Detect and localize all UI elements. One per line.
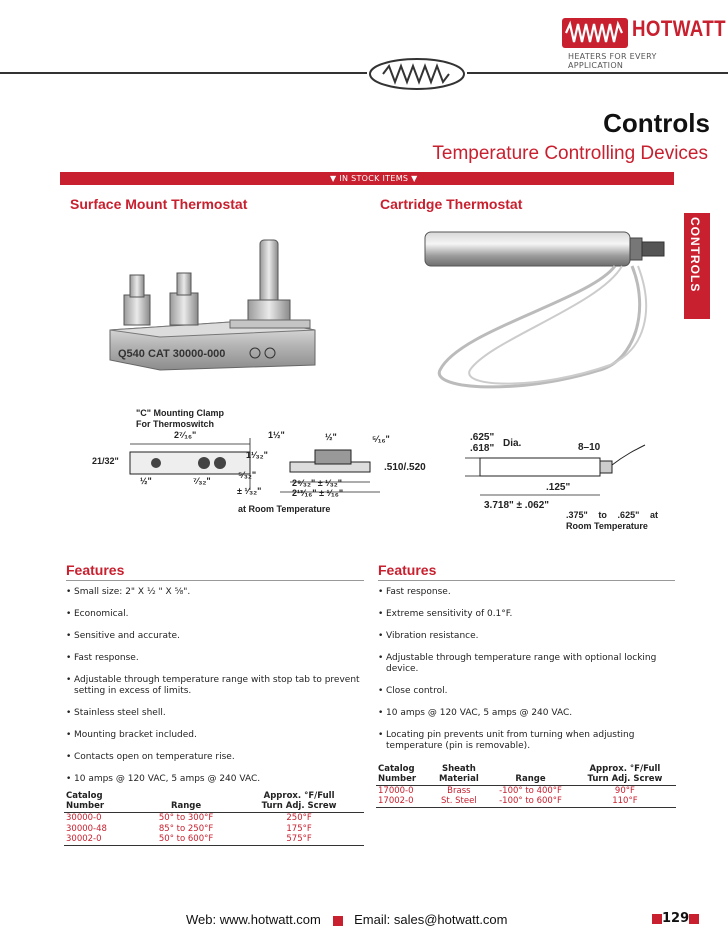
- table-row: 30000-0 50° to 300°F 250°F: [66, 812, 312, 823]
- side-tab-controls: [684, 213, 710, 319]
- list-item: • Fast response.: [66, 653, 364, 664]
- square-bullet-icon: [333, 916, 343, 926]
- table-row: Number Range Turn Adj. Screw: [64, 801, 364, 812]
- surface-features-rule: [66, 580, 364, 581]
- dim-d8: ½": [140, 476, 152, 486]
- dim-d3: ½": [325, 432, 337, 442]
- list-item: • Close control.: [378, 686, 675, 697]
- dim-d1: 2⁷⁄₁₆": [174, 430, 197, 440]
- dim-d10: ± ¹⁄₃₂": [237, 486, 262, 496]
- list-item: • Vibration resistance.: [378, 631, 675, 642]
- footer-email-link[interactable]: Email: sales@hotwatt.com: [354, 912, 508, 927]
- list-item: • Mounting bracket included.: [66, 730, 364, 741]
- surface-catalog-table: [64, 790, 364, 846]
- list-item: • Economical.: [66, 609, 364, 620]
- list-item: • Small size: 2" X ½ " X ⅝".: [66, 587, 364, 598]
- table-row: Catalog Approx. °F/Full: [66, 790, 335, 801]
- square-bullet-icon: [652, 914, 662, 924]
- list-item: • Extreme sensitivity of 0.1°F.: [378, 609, 675, 620]
- cart-dim-lead: 8–10: [578, 442, 601, 453]
- list-item: • Locating pin prevents unit from turning when adjusting temperature (pin is removable).: [378, 730, 675, 752]
- dim-d4: ⁵⁄₁₆": [372, 434, 390, 444]
- stock-banner-text: ▼ IN STOCK ITEMS ▼: [330, 174, 418, 183]
- cartridge-thermostat-photo: [400, 220, 675, 400]
- surface-caption: at Room Temperature: [238, 504, 331, 514]
- dim-d12: 2¹³⁄₁₆" ± ¹⁄₁₆": [292, 488, 344, 498]
- side-tab-label: CONTROLS: [688, 217, 702, 293]
- footer: [186, 912, 507, 927]
- cart-dim-length: 3.718" ± .062": [484, 500, 550, 511]
- list-item: • Contacts open on temperature rise.: [66, 752, 364, 763]
- list-item: • 10 amps @ 120 VAC, 5 amps @ 240 VAC.: [66, 774, 364, 785]
- dim-d13: .510/.520: [384, 462, 426, 473]
- dim-d9: ⁷⁄₃₂": [193, 476, 211, 486]
- clamp-label-2: For Thermoswitch: [136, 419, 215, 429]
- surface-features-list: [66, 587, 364, 796]
- list-item: • Adjustable through temperature range with optional locking device.: [378, 653, 675, 675]
- dim-d5: 21/32": [92, 456, 119, 466]
- cartridge-caption: .375" to .625" at Room Temperature: [566, 510, 658, 531]
- list-item: • Stainless steel shell.: [66, 708, 364, 719]
- square-bullet-icon: [689, 914, 699, 924]
- logo-badge: [562, 18, 628, 48]
- page-subtitle: Temperature Controlling Devices: [432, 143, 708, 164]
- brand-name: HOTWATT: [632, 16, 727, 41]
- brand-logo: [562, 16, 727, 70]
- cartridge-catalog-table: [376, 763, 676, 808]
- stock-banner: [60, 172, 674, 185]
- cartridge-features-heading: Features: [378, 562, 437, 578]
- coil-emblem: [367, 56, 467, 92]
- page-number-text: 129: [662, 911, 690, 926]
- dim-d11: 2⁹⁄₃₂" ± ¹⁄₃₂": [292, 478, 343, 488]
- table-row: 17002-0 St. Steel -100° to 600°F 110°F: [376, 796, 676, 807]
- cart-dim-dia-label: Dia.: [503, 438, 522, 449]
- list-item: • Sensitive and accurate.: [66, 631, 364, 642]
- page-title: Controls: [603, 108, 710, 138]
- surface-photo-marking: Q540 CAT 30000-000: [118, 348, 226, 360]
- dim-d7: ⁵⁄₃₂": [238, 470, 257, 480]
- header-rule: [0, 72, 728, 74]
- surface-heading: Surface Mount Thermostat: [70, 196, 248, 212]
- table-row: Number Material Range Turn Adj. Screw: [376, 774, 676, 785]
- cart-dim-tip: .125": [546, 482, 571, 493]
- page-number: [652, 911, 699, 926]
- table-row: 30000-48 85° to 250°F 175°F: [66, 823, 312, 834]
- table-row: 30002-0 50° to 600°F 575°F: [64, 834, 364, 845]
- cartridge-features-rule: [378, 580, 675, 581]
- footer-web-link[interactable]: Web: www.hotwatt.com: [186, 912, 321, 927]
- list-item: • Fast response.: [378, 587, 675, 598]
- list-item: • Adjustable through temperature range with stop tab to prevent setting in excess of limits.: [66, 675, 364, 697]
- table-row: 17000-0 Brass -100° to 400°F 90°F: [378, 785, 635, 796]
- surface-features-heading: Features: [66, 562, 125, 578]
- cartridge-heading: Cartridge Thermostat: [380, 196, 523, 212]
- dim-d6: 1¹⁄₃₂": [246, 450, 268, 460]
- cartridge-features-list: [378, 587, 675, 763]
- clamp-label-1: "C" Mounting Clamp: [136, 408, 225, 418]
- cart-dim-dia: .625" .618": [470, 432, 495, 454]
- dim-d2: 1½": [268, 430, 285, 440]
- list-item: • 10 amps @ 120 VAC, 5 amps @ 240 VAC.: [378, 708, 675, 719]
- table-row: Catalog Sheath Approx. °F/Full: [378, 763, 661, 774]
- heating-coil-icon: [562, 18, 628, 48]
- brand-tagline: HEATERS FOR EVERY APPLICATION: [568, 52, 657, 70]
